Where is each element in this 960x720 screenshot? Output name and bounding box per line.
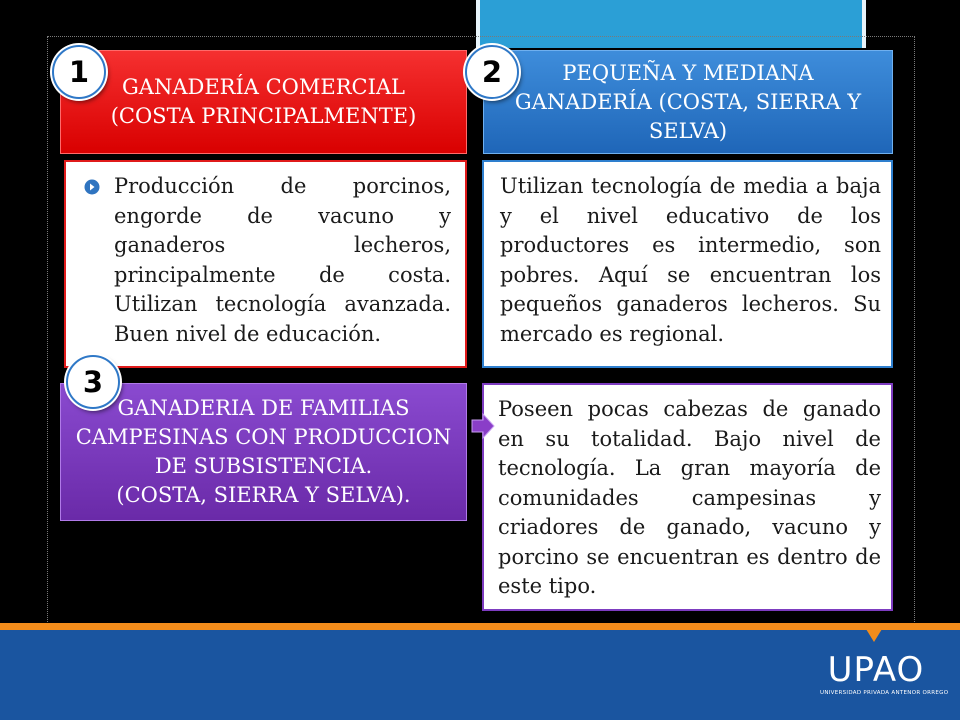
upao-logo: [820, 650, 949, 696]
section-2-header: [483, 50, 893, 154]
footer-notch-icon: [866, 629, 882, 642]
section-1-content: [64, 160, 467, 368]
section-3-number-badge: 3: [66, 355, 120, 409]
right-arrow-icon: [470, 412, 496, 440]
footer-accent-line: [0, 623, 960, 630]
logo-subtext: UNIVERSIDAD PRIVADA ANTENOR ORREGO: [820, 690, 949, 696]
section-3-body: Poseen pocas cabezas de ganado en su totalidad. Bajo nivel de tecnología. La gran mayoría de comunidades campesinas y criadores de ganado, vacuno y porcino se encuentran es dentro de este tipo.: [498, 397, 881, 598]
section-3-header: [60, 383, 467, 521]
section-3-content: [482, 383, 893, 611]
section-1-header: [60, 50, 467, 154]
section-3-title: GANADERIA DE FAMILIAS CAMPESINAS CON PRODUCCION DE SUBSISTENCIA. (COSTA, SIERRA Y SELVA).: [75, 396, 452, 507]
section-2-content: [482, 160, 893, 368]
section-2-body: Utilizan tecnología de media a baja y el nivel educativo de los productores es intermedio, son pobres. Aquí se encuentran los pequeños ganaderos lecheros. Su mercado es regional.: [500, 174, 881, 346]
section-1-title: GANADERÍA COMERCIAL (COSTA PRINCIPALMENTE): [110, 75, 417, 128]
section-2-number-badge: 2: [465, 45, 519, 99]
bullet-arrow-icon: [84, 179, 100, 195]
section-1-number-badge: 1: [52, 45, 106, 99]
logo-text: UPAO: [827, 650, 925, 690]
footer-bar: [0, 630, 960, 720]
section-2-title: PEQUEÑA Y MEDIANA GANADERÍA (COSTA, SIERRA Y SELVA): [514, 60, 862, 143]
section-1-body: Producción de porcinos, engorde de vacuno y ganaderos lecheros, principalmente de costa. Utilizan tecnología avanzada. Buen nivel de educación.: [114, 174, 451, 346]
